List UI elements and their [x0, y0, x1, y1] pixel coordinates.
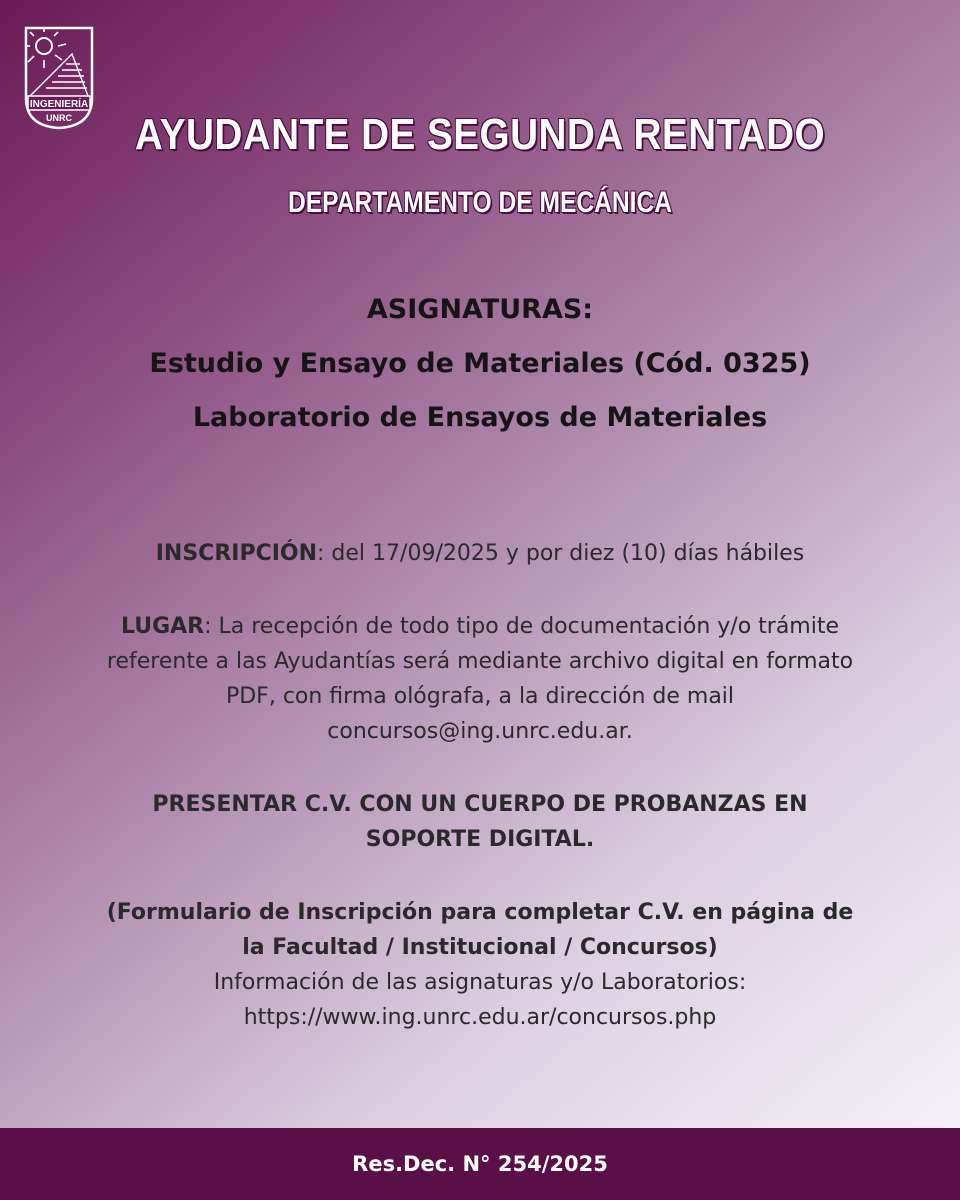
contact-email: concursos@ing.unrc.edu.ar.	[327, 719, 633, 744]
lugar-line-3: PDF, con firma ológrafa, a la dirección de mail	[225, 684, 735, 709]
concursos-url: https://www.ing.unrc.edu.ar/concursos.php	[243, 1005, 717, 1030]
subjects-heading: ASIGNATURAS:	[366, 294, 594, 325]
inscripcion-text: : del 17/09/2025 y por diez (10) días hábiles	[317, 541, 805, 566]
formulario-info: Información de las asignaturas y/o Laboratorios:	[213, 970, 747, 995]
logo-text-bottom: UNRC	[46, 113, 72, 123]
subjects-section	[0, 283, 960, 445]
lugar-line-2: referente a las Ayudantías será mediante archivo digital en formato	[106, 649, 854, 674]
footer-bar	[0, 1128, 960, 1200]
inscripcion-label: INSCRIPCIÓN	[155, 541, 318, 566]
page-title: AYUDANTE DE SEGUNDA RENTADO	[134, 110, 826, 159]
presentar-line-1: PRESENTAR C.V. CON UN CUERPO DE PROBANZAS EN	[152, 792, 808, 817]
subject-item: Laboratorio de Ensayos de Materiales	[192, 402, 768, 433]
lugar-text-1: : La recepción de todo tipo de documentación y/o trámite	[204, 614, 840, 639]
formulario-line-2: la Facultad / Institucional / Concursos)	[242, 935, 718, 960]
department-subtitle: DEPARTAMENTO DE MECÁNICA	[287, 186, 673, 219]
lugar-label: LUGAR	[120, 614, 205, 639]
formulario-line-1: (Formulario de Inscripción para completar C.V. en página de	[106, 900, 854, 925]
lugar-line-1	[40, 609, 920, 644]
inscripcion-line	[40, 536, 920, 571]
info-section	[40, 536, 920, 1035]
subject-item: Estudio y Ensayo de Materiales (Cód. 0325)	[149, 348, 811, 379]
resolution-number: Res.Dec. N° 254/2025	[352, 1152, 608, 1176]
logo-text-top: INGENIERÍA	[29, 99, 89, 110]
presentar-line-2: SOPORTE DIGITAL.	[365, 827, 595, 852]
